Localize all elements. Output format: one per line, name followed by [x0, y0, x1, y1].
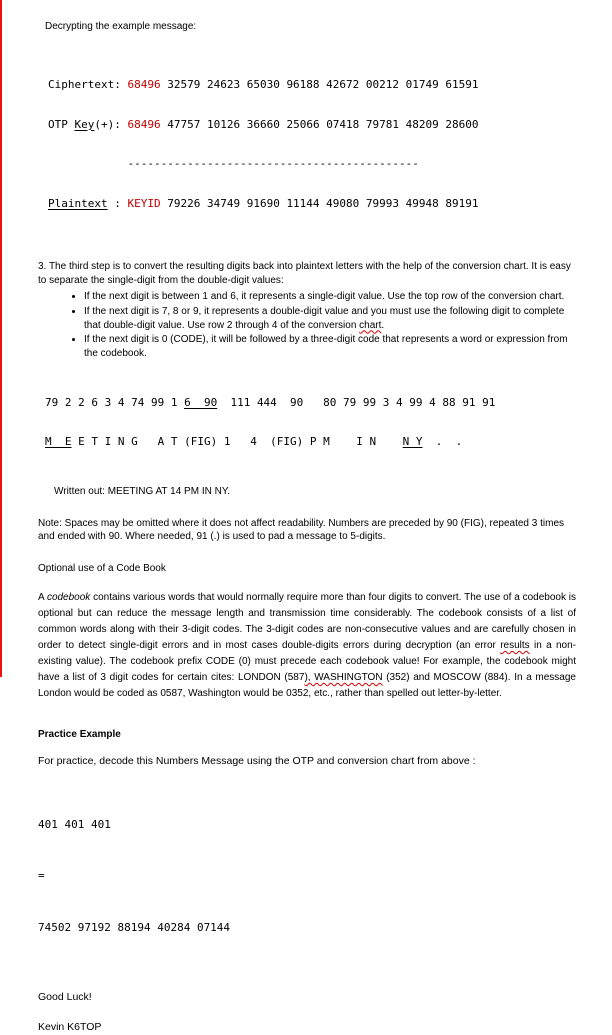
step3-bullet-list [38, 290, 576, 361]
ciphertext-label: Ciphertext: [48, 78, 128, 92]
written-out-line: Written out: MEETING AT 14 PM IN NY. [54, 485, 230, 497]
ciphertext-keygroup: 68496 [127, 78, 161, 92]
decode-digits-underlined: 6 90 [184, 395, 218, 409]
bullet3-text: If the next digit is 0 (CODE), it will be followed by a three-digit code that represents a word or expression from the codebook. [84, 334, 568, 360]
step3-paragraph: 3. The third step is to convert the resulting digits back into plaintext letters with the help of the conversion chart. It is easy to separate the single-digit from the double-digit values: [38, 261, 571, 287]
bullet-item-single-digit [84, 290, 576, 304]
revision-margin-line [0, 0, 2, 677]
intro-line: Decrypting the example message: [45, 21, 197, 32]
ciphertext-digits: 32579 24623 65030 96188 42672 00212 01749 61591 [160, 78, 479, 92]
codebook-body-2: in a non-existing value). The codebook prefix CODE (0) must precede each codebook value! For example, the codebook might have a list of 3 digit codes for certain cites: LONDON (587 [38, 639, 576, 683]
bullet-item-code-digit [84, 333, 576, 361]
decode-digits-line [45, 397, 576, 410]
otp-label-pre: OTP [48, 117, 75, 131]
divider-line: -------------------------------------------- [48, 157, 419, 171]
bullet1-text: If the next digit is between 1 and 6, it represents a single-digit value. Use the top row of the conversion chart. [84, 291, 565, 303]
otp-label-post: (+): [94, 117, 128, 131]
bullet2-flagged-word: chart [359, 319, 382, 331]
digit-letter-decode-block [45, 371, 576, 475]
decode-letters-underlined-2: N Y [402, 434, 423, 448]
note-paragraph: Note: Spaces may be omitted where it does not affect readability. Numbers are preceded by 90 (FIG), repeated 3 times and ended with 90. Where needed, 91 (.) is used to pad a message to 5-digits. [38, 517, 565, 543]
codebook-body-3: (352) and MOSCOW (884). In a message London would be coded as 0587, Washington would be 0352, etc., rather than spelled out letter-by-letter. [38, 671, 576, 699]
practice-line-ciphertext: 74502 97192 88194 40284 07144 [38, 920, 231, 934]
practice-line-equals: = [38, 869, 45, 883]
codebook-lead: A [38, 591, 47, 603]
signature-line: Kevin K6TOP [38, 1021, 102, 1034]
codebook-section-heading: Optional use of a Code Book [38, 563, 166, 575]
plaintext-digits: 79226 34749 91690 11144 49080 79993 49948 89191 [160, 196, 479, 210]
decode-digits-post: 111 444 90 80 79 99 3 4 99 4 88 91 91 [217, 395, 496, 409]
otp-digits: 47757 10126 36660 25066 07418 79781 48209 28600 [160, 117, 479, 131]
practice-heading: Practice Example [38, 728, 121, 740]
worked-example-block [48, 52, 576, 237]
codebook-body-1: contains various words that would normally require more than four digits to convert. The use of a codebook is optional but can reduce the message length and transmission time considerably. The codebook consists of a list of common words along with their 3-digit codes. The 3-digit codes are non-consecutive values and are carefully chosen in order to detect single-digit errors and in most cases double-digits errors during decryption (an error [38, 591, 576, 651]
codebook-flagged-results: results [500, 639, 530, 651]
codebook-italic-word: codebook [46, 591, 91, 603]
codebook-flagged-washington: ), WASHINGTON [304, 671, 383, 683]
practice-line-key: 401 401 401 [38, 818, 111, 832]
otp-key-line [48, 118, 576, 131]
otp-key-word: Key [74, 117, 95, 131]
codebook-paragraph [38, 590, 576, 702]
decode-letters-line [45, 436, 576, 449]
bullet2-text-post: . [381, 319, 385, 331]
bullet2-text-pre: If the next digit is 7, 8 or 9, it represents a double-digit value and you must use the following digit to complete that double-digit value. Use row 2 through 4 of the conversion [84, 305, 565, 331]
decode-letters-mid: E T I N G A T (FIG) 1 4 (FIG) P M I N [71, 434, 403, 448]
plaintext-colon: : [107, 196, 128, 210]
decode-letters-post: . . [422, 434, 463, 448]
decode-letters-underlined-1: M E [45, 434, 72, 448]
good-luck-line: Good Luck! [38, 990, 92, 1003]
ciphertext-line [48, 78, 576, 91]
plaintext-keyid: KEYID [127, 196, 161, 210]
otp-keygroup: 68496 [127, 117, 161, 131]
decode-digits-pre: 79 2 2 6 3 4 74 99 1 [45, 395, 185, 409]
practice-intro: For practice, decode this Numbers Message using the OTP and conversion chart from above : [38, 754, 476, 767]
bullet-item-double-digit [84, 305, 576, 333]
plaintext-word: Plaintext [48, 196, 108, 210]
practice-message-block [38, 782, 576, 970]
plaintext-line [48, 197, 576, 210]
